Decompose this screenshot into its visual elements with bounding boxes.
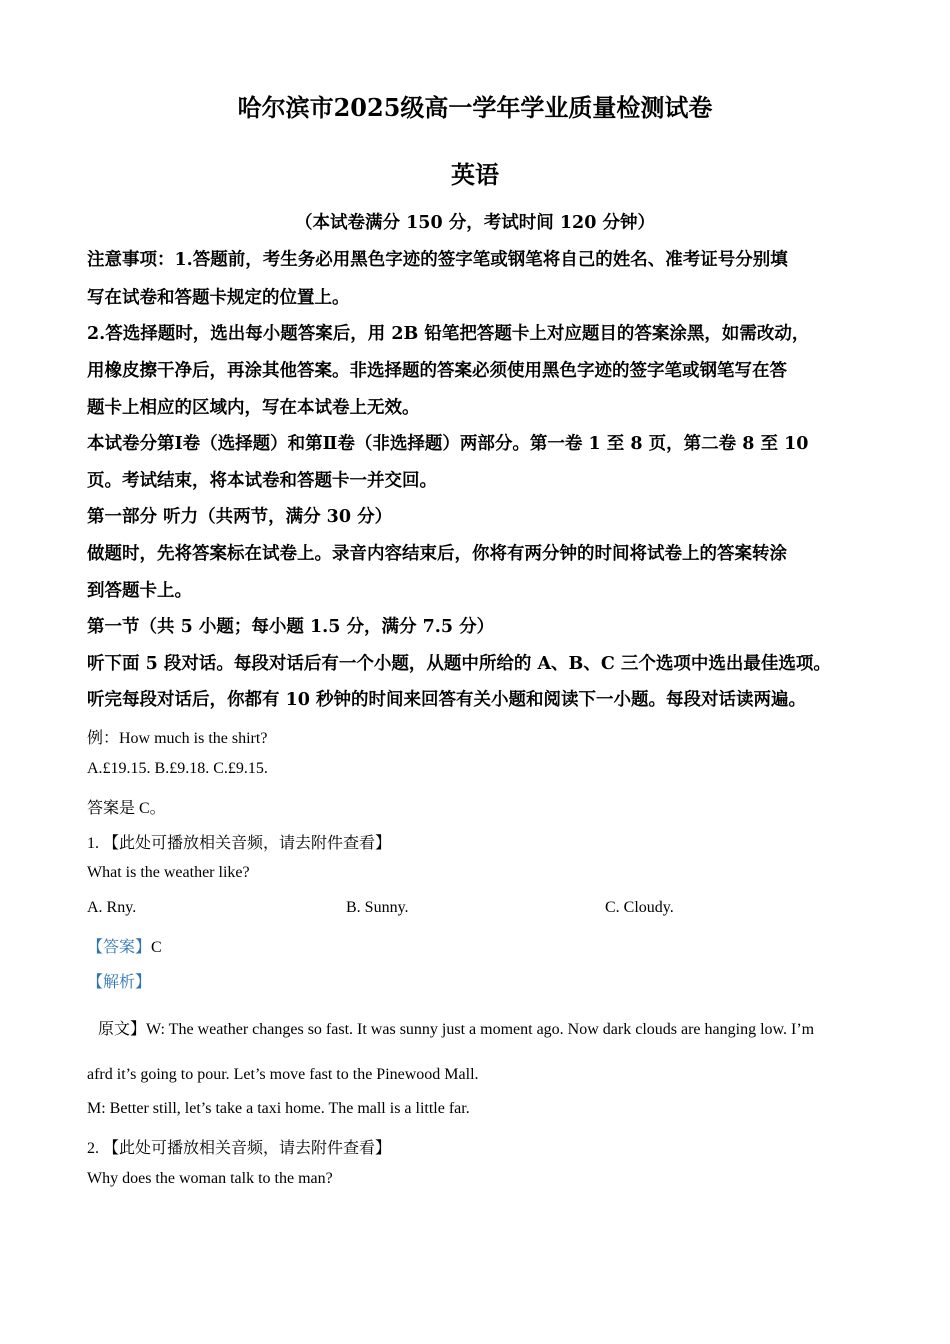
q1-transcript-line-2: afrd it’s going to pour. Let’s move fast to the Pinewood Mall. <box>87 1066 479 1083</box>
q1-answer <box>87 934 162 957</box>
section1-instruction-2: 听完每段对话后，你都有 10 秒钟的时间来回答有关小题和阅读下一小题。每段对话读两遍。 <box>87 690 807 710</box>
example-question: 例：How much is the shirt? <box>87 730 268 747</box>
analysis-tag: 【解析】 <box>87 974 152 991</box>
q1-option-a: A. Rny. <box>87 899 137 916</box>
part1-instruction-1: 做题时，先将答案标在试卷上。录音内容结束后，你将有两分钟的时间将试卷上的答案转涂 <box>87 544 787 564</box>
page-title: 哈尔滨市2025级高一学年学业质量检测试卷 <box>237 93 713 122</box>
notice-line-1: 注意事项：1.答题前，考生务必用黑色字迹的签字笔或钢笔将自己的姓名、准考证号分别填 <box>87 250 788 270</box>
q1-option-c: C. Cloudy. <box>605 899 674 916</box>
notice-line-5: 题卡上相应的区域内，写在本试卷上无效。 <box>87 398 420 418</box>
example-answer: 答案是 C。 <box>87 800 166 817</box>
q1-question: What is the weather like? <box>87 864 250 881</box>
q1-option-b: B. Sunny. <box>346 899 409 916</box>
q2-question: Why does the woman talk to the man? <box>87 1170 333 1187</box>
q1-transcript-line-1: 原文】W: The weather changes so fast. It was sunny just a moment ago. Now dark clouds are hanging low. I’m <box>98 1021 815 1038</box>
example-options: A.£19.15. B.£9.18. C.£9.15. <box>87 760 268 777</box>
notice-line-3: 2.答选择题时，选出每小题答案后，用 2B 铅笔把答题卡上对应题目的答案涂黑，如需改动， <box>87 324 810 344</box>
q1-audio-placeholder[interactable]: 1. 【此处可播放相关音频，请去附件查看】 <box>87 835 392 852</box>
part1-instruction-2: 到答题卡上。 <box>87 581 192 601</box>
answer-tag: 【答案】 <box>87 939 152 956</box>
section1-heading: 第一节（共 5 小题；每小题 1.5 分，满分 7.5 分） <box>87 617 495 637</box>
notice-line-6: 本试卷分第Ⅰ卷（选择题）和第Ⅱ卷（非选择题）两部分。第一卷 1 至 8 页，第二卷 8 至 10 <box>87 434 809 454</box>
section1-instruction-1: 听下面 5 段对话。每段对话后有一个小题，从题中所给的 A、B、C 三个选项中选出最佳选项。 <box>87 654 831 674</box>
subject-title: 英语 <box>451 160 499 189</box>
score-note: （本试卷满分 150 分，考试时间 120 分钟） <box>295 213 655 233</box>
notice-line-4: 用橡皮擦干净后，再涂其他答案。非选择题的答案必须使用黑色字迹的签字笔或钢笔写在答 <box>87 361 787 381</box>
q2-audio-placeholder[interactable]: 2. 【此处可播放相关音频，请去附件查看】 <box>87 1140 392 1157</box>
part1-heading: 第一部分 听力（共两节，满分 30 分） <box>87 507 393 527</box>
notice-line-7: 页。考试结束，将本试卷和答题卡一并交回。 <box>87 471 437 491</box>
answer-value: C <box>151 939 162 956</box>
notice-line-2: 写在试卷和答题卡规定的位置上。 <box>87 288 350 308</box>
q1-transcript-line-3: M: Better still, let’s take a taxi home. The mall is a little far. <box>87 1100 470 1117</box>
